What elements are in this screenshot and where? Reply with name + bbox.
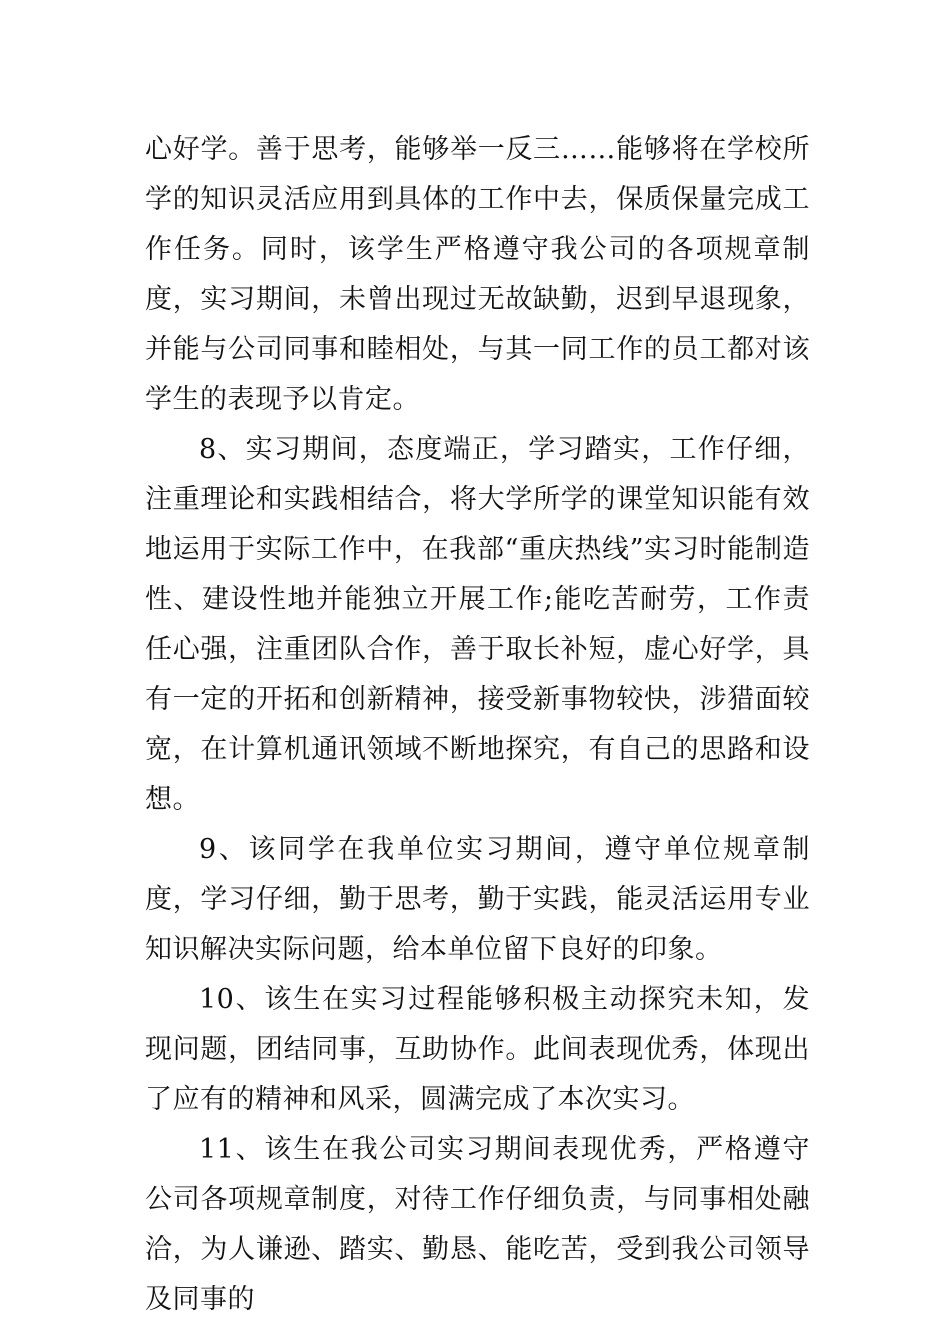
paragraph-continuation: 心好学。善于思考，能够举一反三……能够将在学校所学的知识灵活应用到具体的工作中去，保质保量完成工作任务。同时，该学生严格遵守我公司的各项规章制度，实习期间，未曾出现过无故缺勤，迟到早退现象，并能与公司同事和睦相处，与其一同工作的员工都对该学生的表现予以肯定。 [145,134,810,415]
paragraph-item-8: 8、实习期间，态度端正，学习踏实，工作仔细，注重理论和实践相结合，将大学所学的课堂知识能有效地运用于实际工作中，在我部“重庆热线”实习时能制造性、建设性地并能独立开展工作;能吃苦耐劳，工作责任心强，注重团队合作，善于取长补短，虚心好学，具有一定的开拓和创新精神，接受新事物较快，涉猎面较宽，在计算机通讯领域不断地探究，有自己的思路和设想。 [145,434,810,815]
paragraph-item-10: 10、该生在实习过程能够积极主动探究未知，发现问题，团结同事，互助协作。此间表现优秀，体现出了应有的精神和风采，圆满完成了本次实习。 [145,984,810,1115]
paragraph-item-9: 9、该同学在我单位实习期间，遵守单位规章制度，学习仔细，勤于思考，勤于实践，能灵活运用专业知识解决实际问题，给本单位留下良好的印象。 [145,834,810,965]
document-body [145,125,810,1325]
paragraph-item-11: 11、该生在我公司实习期间表现优秀，严格遵守公司各项规章制度，对待工作仔细负责，与同事相处融洽，为人谦逊、踏实、勤恳、能吃苦，受到我公司领导及同事的 [145,1134,810,1315]
